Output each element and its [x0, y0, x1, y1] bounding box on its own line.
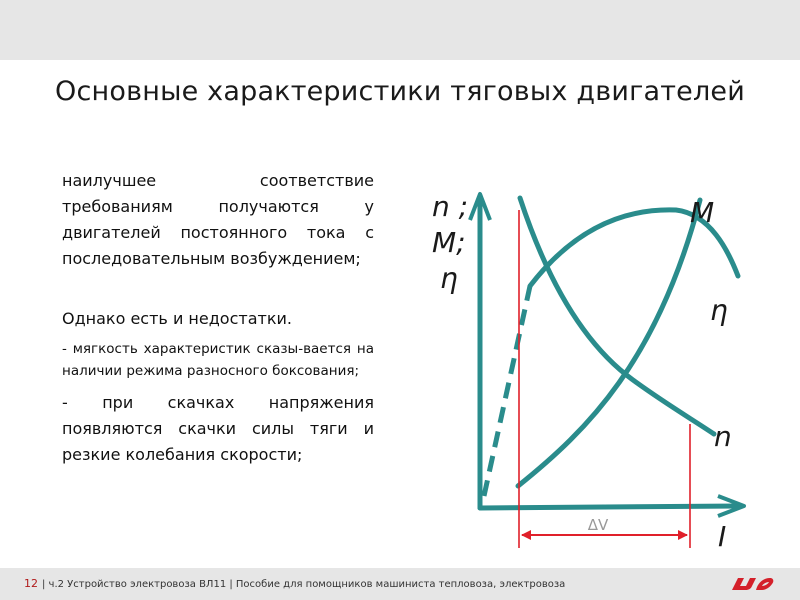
- drawbacks-heading: Однако есть и недостатки.: [62, 309, 292, 328]
- rzd-logo-icon: [728, 572, 776, 596]
- drawback-item-1: - мягкость характеристик сказы-вается на наличии режима разносного боксования;: [62, 341, 374, 379]
- body-text: [62, 168, 374, 468]
- x-label-i: I: [718, 520, 727, 550]
- curve-m-label: M: [690, 196, 715, 229]
- y-label-m: M;: [432, 226, 466, 259]
- page-title: Основные характеристики тяговых двигателей: [55, 76, 745, 107]
- curve-n: [520, 198, 714, 434]
- curve-eta-dashed: [484, 286, 530, 496]
- delta-v-label: ΔV: [587, 516, 609, 534]
- drawback-item-2: - при скачках напряжения появляются скачки силы тяги и резкие колебания скорости;: [62, 393, 374, 464]
- main-paragraph: наилучшее соответствие требованиям получаются у двигателей постоянного тока с последовательным возбуждением;: [62, 171, 374, 268]
- header-band: [0, 0, 800, 60]
- curve-eta-label: η: [710, 294, 728, 327]
- y-label-eta: η: [440, 262, 458, 295]
- characteristics-diagram: [418, 170, 758, 550]
- page-number: 12: [24, 577, 38, 590]
- y-label-n: n ;: [432, 190, 469, 223]
- footer-caption: | ч.2 Устройство электровоза ВЛ11 | Пособие для помощников машиниста тепловоза, электровоза: [42, 579, 566, 590]
- footer: [24, 577, 565, 590]
- curve-m: [518, 200, 700, 486]
- curve-n-label: n: [714, 420, 732, 453]
- motor-characteristics-figure: [418, 170, 758, 550]
